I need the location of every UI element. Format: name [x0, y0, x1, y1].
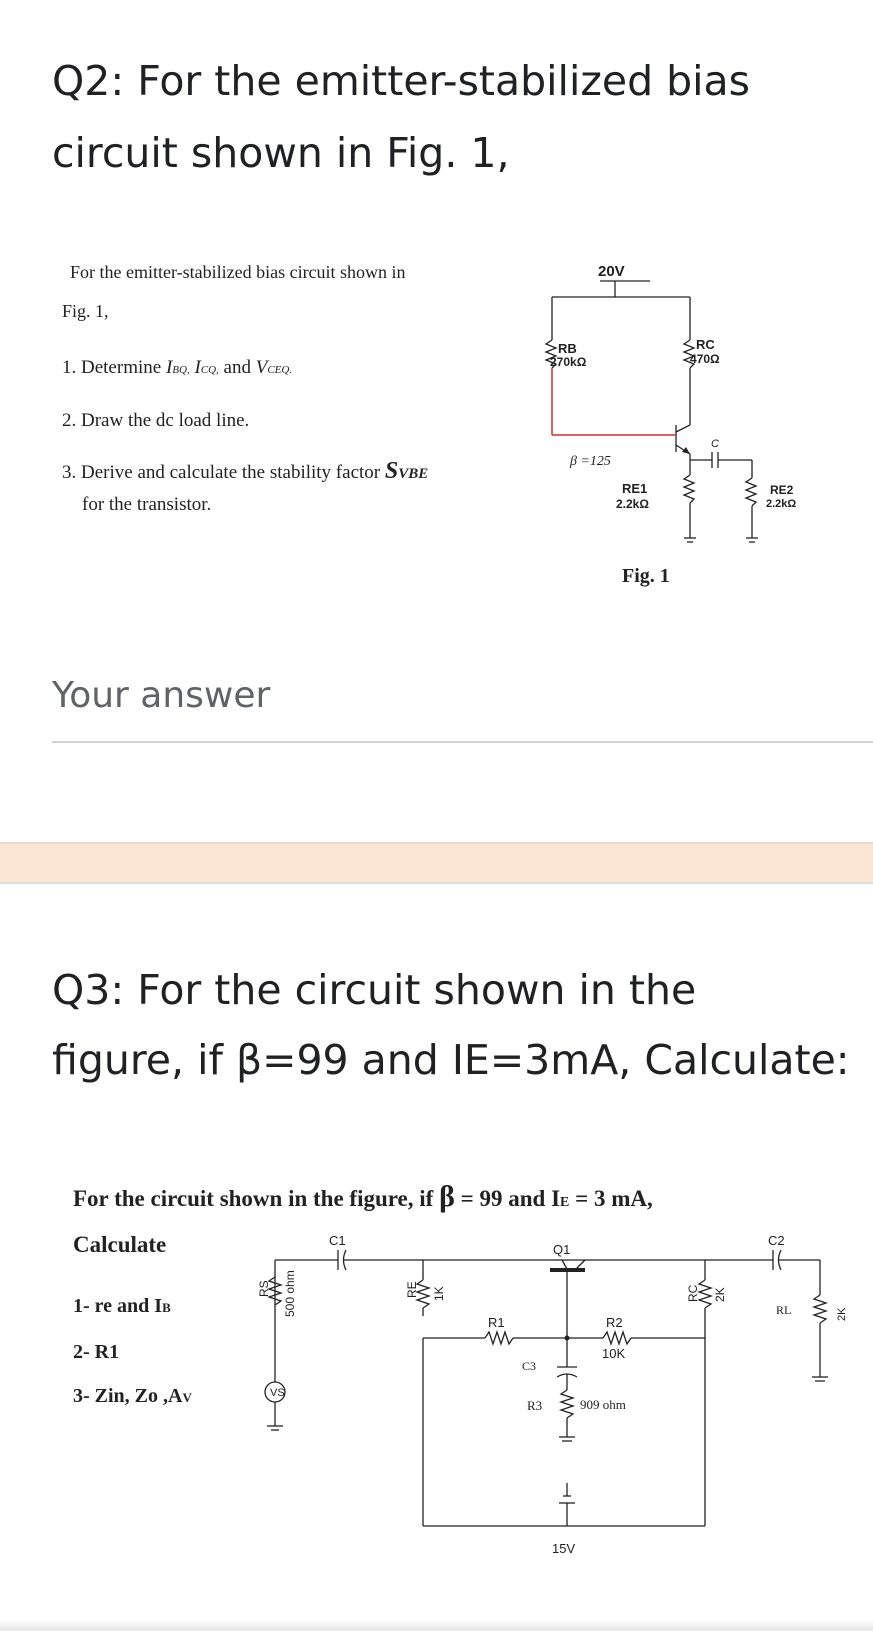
- question-separator: [0, 842, 873, 884]
- q2-item2: 2. Draw the dc load line.: [62, 410, 250, 431]
- q3-rl-label: RL: [776, 1303, 792, 1317]
- q3-c1-label: C1: [329, 1233, 346, 1248]
- q3-vs-label: VS: [270, 1387, 285, 1399]
- q3-re-label: RE: [405, 1281, 419, 1298]
- fig1-rc-value: 470Ω: [690, 352, 720, 366]
- q2-intro-line2: Fig. 1,: [62, 301, 109, 321]
- q2-title-line1: Q2: For the emitter-stabilized bias: [52, 57, 751, 105]
- q3-title-line1: Q3: For the circuit shown in the: [52, 966, 697, 1014]
- q2-title-line2: circuit shown in Fig. 1,: [52, 129, 510, 177]
- q3-r1-label: R1: [488, 1315, 505, 1330]
- fig1-supply-label: 20V: [598, 263, 625, 280]
- q2-item1: 1. Determine IBQ, ICQ, and VCEQ.: [62, 357, 293, 378]
- q3-rc-label: RC: [686, 1284, 700, 1302]
- q3-circuit: [240, 1225, 873, 1620]
- q3-re-value: 1K: [432, 1286, 446, 1301]
- q3-rs-value: 500 ohm: [283, 1270, 297, 1317]
- q3-intro-line2: Calculate: [73, 1232, 167, 1257]
- q3-supply-label: 15V: [552, 1541, 576, 1556]
- fig1-re1-value: 2.2kΩ: [616, 497, 649, 511]
- q3-q1-label: Q1: [553, 1242, 571, 1257]
- q3-title-line2: figure, if β=99 and IE=3mA, Calculate:: [52, 1036, 850, 1084]
- fig1-re2-value: 2.2kΩ: [766, 498, 797, 510]
- answer-underline: [52, 741, 873, 743]
- q3-item1: 1- re and IB: [73, 1295, 171, 1317]
- fig1-rc-name: RC: [696, 337, 715, 352]
- fig1-cap-label: C: [711, 438, 719, 450]
- fig1-circuit: [530, 260, 873, 610]
- q2-intro-line1: For the emitter-stabilized bias circuit shown in: [70, 262, 406, 282]
- bottom-edge: [0, 1619, 873, 1631]
- q3-intro-line1: For the circuit shown in the figure, if β = 99 and IE = 3 mA,: [73, 1180, 653, 1213]
- q3-r3-value: 909 ohm: [580, 1397, 626, 1412]
- q3-rc-value: 2K: [713, 1287, 727, 1302]
- answer-input[interactable]: Your answer: [52, 675, 271, 716]
- q3-item2: 2- R1: [73, 1341, 120, 1363]
- q3-r2-value: 10K: [602, 1346, 626, 1361]
- fig1-re1-name: RE1: [622, 481, 648, 496]
- q2-item3-cont: for the transistor.: [82, 494, 212, 515]
- q3-c2-label: C2: [768, 1233, 785, 1248]
- fig1-caption: Fig. 1: [622, 565, 670, 587]
- fig1-re2-name: RE2: [770, 483, 794, 497]
- fig1-rb-value: 270kΩ: [550, 355, 587, 369]
- q3-r3-label: R3: [527, 1398, 543, 1413]
- q3-rl-value: 2K: [836, 1307, 848, 1321]
- q3-r2-label: R2: [606, 1315, 623, 1330]
- q2-item3: 3. Derive and calculate the stability factor SVBE: [62, 458, 429, 484]
- q3-rs-label: RS: [257, 1280, 271, 1297]
- q3-item3: 3- Zin, Zo ,AV: [73, 1385, 192, 1407]
- q3-c3-label: C3: [522, 1359, 537, 1373]
- fig1-beta: β =125: [570, 454, 611, 469]
- fig1-rb-name: RB: [558, 341, 577, 356]
